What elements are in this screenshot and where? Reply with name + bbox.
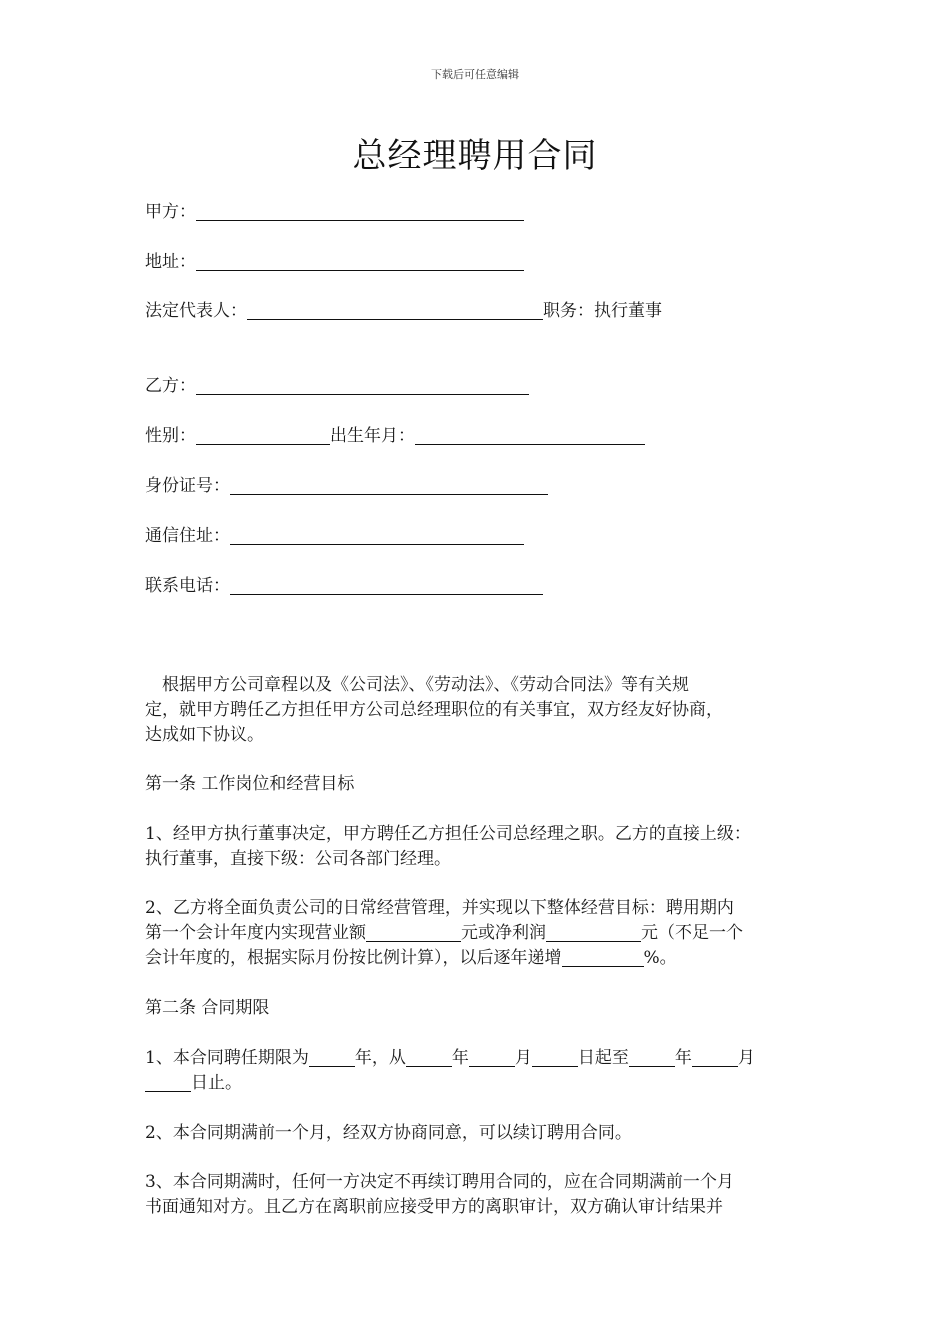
party-b-id-line bbox=[145, 474, 548, 498]
term-years-unit: 年，从 bbox=[354, 1048, 406, 1068]
party-b-name-label: 乙方： bbox=[145, 376, 196, 396]
start-month-unit: 月 bbox=[514, 1048, 532, 1068]
start-month-blank[interactable] bbox=[469, 1048, 515, 1067]
party-a-address-label: 地址： bbox=[145, 252, 196, 272]
start-year-blank[interactable] bbox=[406, 1048, 452, 1067]
growth-suffix: %。 bbox=[643, 948, 677, 968]
party-b-phone-line bbox=[145, 574, 543, 598]
start-day-unit: 日起至 bbox=[577, 1048, 629, 1068]
party-b-address-line bbox=[145, 524, 524, 548]
article-1-clause-1-line-1: 1、经甲方执行董事决定，甲方聘任乙方担任公司总经理之职。乙方的直接上级： bbox=[145, 824, 751, 844]
article-1-clause-2-line-2 bbox=[145, 921, 815, 946]
intro-line-1: 根据甲方公司章程以及《公司法》、《劳动法》、《劳动合同法》等有关规 bbox=[145, 675, 689, 695]
term-label: 1、本合同聘任期限为 bbox=[145, 1048, 309, 1068]
party-b-phone-blank[interactable] bbox=[230, 576, 543, 595]
article-2-clause-2: 2、本合同期满前一个月，经双方协商同意，可以续订聘用合同。 bbox=[145, 1123, 632, 1143]
header-note: 下载后可任意编辑 bbox=[431, 68, 519, 81]
article-1-heading: 第一条 工作岗位和经营目标 bbox=[145, 774, 355, 794]
party-b-address-label: 通信住址： bbox=[145, 526, 230, 546]
party-b-name-line bbox=[145, 374, 529, 398]
term-years-blank[interactable] bbox=[309, 1048, 355, 1067]
revenue-blank[interactable] bbox=[366, 923, 461, 942]
profit-blank[interactable] bbox=[546, 923, 641, 942]
party-b-phone-label: 联系电话： bbox=[145, 576, 230, 596]
article-2-clause-3 bbox=[145, 1170, 815, 1220]
article-1-clause-2 bbox=[145, 896, 815, 971]
profit-suffix: 元（不足一个 bbox=[641, 923, 743, 943]
end-day-unit: 日止。 bbox=[191, 1073, 242, 1093]
profit-label: 元或净利润 bbox=[461, 923, 546, 943]
party-a-rep-line bbox=[145, 299, 662, 323]
article-1-clause-1 bbox=[145, 822, 815, 872]
party-b-birth-blank[interactable] bbox=[415, 426, 645, 445]
party-b-gender-blank[interactable] bbox=[196, 426, 330, 445]
start-year-unit: 年 bbox=[451, 1048, 469, 1068]
party-a-address-line bbox=[145, 250, 524, 274]
party-b-address-blank[interactable] bbox=[230, 526, 524, 545]
revenue-label: 第一个会计年度内实现营业额 bbox=[145, 923, 366, 943]
party-a-name-label: 甲方： bbox=[145, 202, 196, 222]
end-month-blank[interactable] bbox=[692, 1048, 738, 1067]
intro-paragraph bbox=[145, 673, 815, 748]
article-2-clause-3-line-1: 3、本合同期满时，任何一方决定不再续订聘用合同的，应在合同期满前一个月 bbox=[145, 1172, 734, 1192]
party-b-id-label: 身份证号： bbox=[145, 476, 230, 496]
party-b-gender-label: 性别： bbox=[145, 426, 196, 446]
article-2-clause-3-line-2: 书面通知对方。且乙方在离职前应接受甲方的离职审计，双方确认审计结果并 bbox=[145, 1197, 723, 1217]
end-year-blank[interactable] bbox=[629, 1048, 675, 1067]
page-title: 总经理聘用合同 bbox=[352, 136, 598, 176]
article-2-clause-1 bbox=[145, 1046, 815, 1096]
article-2-clause-1-line-2 bbox=[145, 1071, 815, 1096]
party-a-name-blank[interactable] bbox=[196, 202, 524, 221]
growth-blank[interactable] bbox=[562, 948, 644, 967]
party-b-birth-label: 出生年月： bbox=[330, 426, 415, 446]
end-month-unit: 月 bbox=[737, 1048, 755, 1068]
party-a-position-label: 职务：执行董事 bbox=[543, 301, 662, 321]
intro-line-2: 定，就甲方聘任乙方担任甲方公司总经理职位的有关事宜，双方经友好协商， bbox=[145, 700, 723, 720]
article-1-clause-2-line-3 bbox=[145, 946, 815, 971]
party-a-name-line bbox=[145, 200, 524, 224]
growth-label: 会计年度的，根据实际月份按比例计算），以后逐年递增 bbox=[145, 948, 562, 968]
start-day-blank[interactable] bbox=[532, 1048, 578, 1067]
party-a-rep-label: 法定代表人： bbox=[145, 301, 247, 321]
party-b-gender-line bbox=[145, 424, 645, 448]
article-2-heading: 第二条 合同期限 bbox=[145, 998, 270, 1018]
party-b-id-blank[interactable] bbox=[230, 476, 548, 495]
end-year-unit: 年 bbox=[674, 1048, 692, 1068]
article-1-clause-1-line-2: 执行董事，直接下级：公司各部门经理。 bbox=[145, 849, 451, 869]
party-a-rep-blank[interactable] bbox=[247, 301, 543, 320]
article-1-clause-2-line-1: 2、乙方将全面负责公司的日常经营管理，并实现以下整体经营目标：聘用期内 bbox=[145, 898, 734, 918]
party-b-name-blank[interactable] bbox=[196, 376, 529, 395]
end-day-blank[interactable] bbox=[145, 1073, 191, 1092]
intro-line-3: 达成如下协议。 bbox=[145, 725, 264, 745]
party-a-address-blank[interactable] bbox=[196, 252, 524, 271]
article-2-clause-1-line-1 bbox=[145, 1046, 815, 1071]
